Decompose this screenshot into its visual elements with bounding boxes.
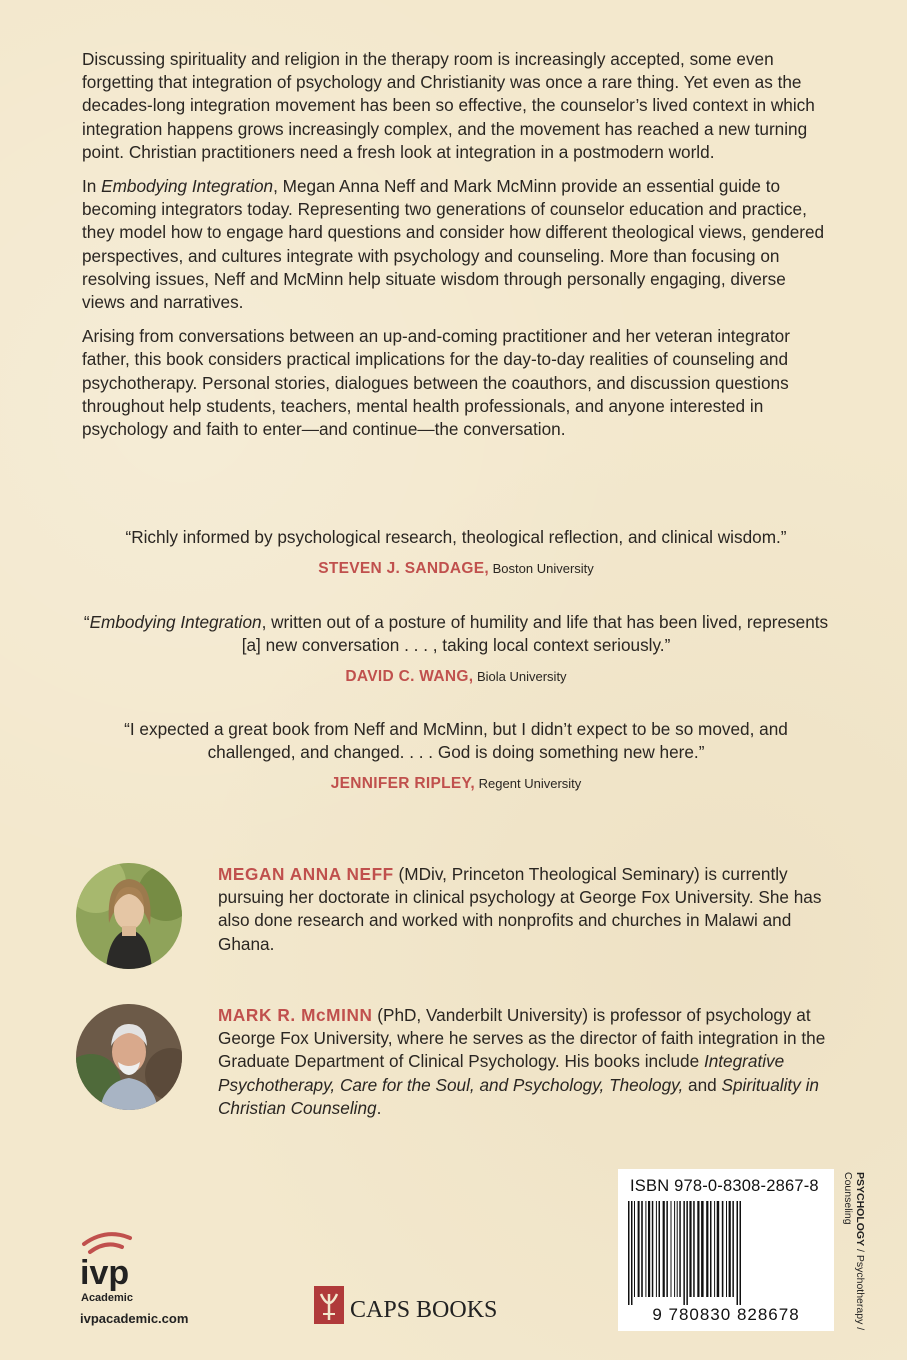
barcode-bar xyxy=(689,1201,691,1297)
barcode-bar xyxy=(729,1201,731,1297)
endorsement-quote: “Richly informed by psychological research, theological reflection, and clinical wisdom.” xyxy=(125,527,787,547)
barcode-bar xyxy=(641,1201,643,1297)
isbn-digits xyxy=(618,1305,834,1325)
caps-books-logo xyxy=(314,1284,514,1333)
book-description xyxy=(82,48,830,452)
barcode-bar xyxy=(659,1201,661,1297)
endorser-name: DAVID C. WANG, xyxy=(345,668,474,686)
barcode-bar xyxy=(663,1201,665,1297)
barcode-bar xyxy=(722,1201,724,1297)
barcode-bar xyxy=(717,1201,720,1297)
barcode-bar xyxy=(714,1201,715,1297)
barcode-bar xyxy=(638,1201,640,1297)
endorser-affiliation: Boston University xyxy=(492,561,594,577)
endorser-name: JENNIFER RIPLEY, xyxy=(330,775,476,793)
endorsement-3 xyxy=(82,718,830,796)
bio-end: . xyxy=(376,1097,382,1118)
isbn-label: ISBN 978-0-8308-2867-8 xyxy=(630,1177,819,1195)
quote-book-title: Embodying Integration xyxy=(89,612,262,632)
ivp-logo-text: ivp xyxy=(80,1254,130,1292)
author-bio-megan xyxy=(218,863,838,956)
author-bio-text: (MDiv, Princeton Theological Seminary) is currently pursuing her doctorate in clinical psychology at George Fox University. She has also done research and worked with nonprofits and churches in Malawi and Ghana. xyxy=(218,864,822,954)
category-rest: / Psychotherapy / Counseling xyxy=(842,1172,866,1331)
p2-start: In xyxy=(82,176,102,197)
book-list-2: Spirituality in Christian Counseling xyxy=(218,1074,819,1118)
barcode-bar xyxy=(679,1201,681,1297)
publisher-url: ivpacademic.com xyxy=(80,1311,189,1326)
endorser-name: STEVEN J. SANDAGE, xyxy=(318,560,489,578)
category-main: PSYCHOLOGY xyxy=(854,1172,866,1247)
barcode-bar xyxy=(648,1201,650,1297)
barcode-bar xyxy=(634,1201,635,1297)
barcode-bar xyxy=(726,1201,727,1297)
quote-mark: “ xyxy=(83,612,90,632)
book-list-and: and xyxy=(683,1074,722,1095)
barcode-bar xyxy=(631,1201,633,1305)
description-paragraph-2 xyxy=(82,175,830,314)
barcode-bar xyxy=(628,1201,630,1305)
quote-text: , written out of a posture of humility and life that has been lived, represents [a] new conversation . . . , taking local context seriously.” xyxy=(241,612,829,656)
endorsement-2 xyxy=(82,611,830,689)
barcode-bar xyxy=(671,1201,672,1297)
caps-books-text: CAPS BOOKS xyxy=(350,1297,498,1323)
author-name: MARK R. McMINN xyxy=(218,1005,373,1025)
endorsement-attribution xyxy=(82,665,830,688)
author-bio-text: (PhD, Vanderbilt University) is professor of psychology at George Fox University, where he serves as the director of faith integration in the Graduate Department of Clinical Psychology. His books include xyxy=(218,1005,826,1072)
barcode-bar xyxy=(740,1201,742,1305)
barcode-bar xyxy=(710,1201,712,1297)
isbn-digits-text: 9 780830 828678 xyxy=(652,1305,800,1324)
endorsement-attribution xyxy=(82,557,830,580)
book-title-inline: Embodying Integration xyxy=(101,176,274,197)
barcode xyxy=(626,1201,826,1305)
author-bio-mark xyxy=(218,1004,838,1120)
barcode-bar xyxy=(677,1201,678,1297)
endorsement-1 xyxy=(82,526,830,580)
barcode-bar xyxy=(656,1201,657,1297)
description-paragraph-3: Arising from conversations between an up-and-coming practitioner and her veteran integrator father, this book considers practical implications for the day-to-day realities of counseling and psychotherapy. Personal stories, dialogues between the coauthors, and discussion questions throughout help students, teachers, mental health professionals, and anyone interested in psychology and faith to enter—and continue—the conversation. xyxy=(82,326,790,440)
barcode-bar xyxy=(645,1201,646,1297)
author-name: MEGAN ANNA NEFF xyxy=(218,864,394,884)
description-paragraph-1: Discussing spirituality and religion in the therapy room is increasingly accepted, some even forgetting that integration of psychology and Christianity was once a rare thing. Yet even as the decades-long integration movement has been so effective, the counselor’s lived context in which integration happens grows increasingly complex, and the movement has reached a new turning point. Christian practitioners need a fresh look at integration in a postmodern world. xyxy=(82,49,815,162)
barcode-bar xyxy=(683,1201,685,1305)
endorsement-quote xyxy=(82,611,830,657)
endorser-affiliation: Regent University xyxy=(478,776,582,792)
endorser-affiliation: Biola University xyxy=(476,669,567,685)
barcode-bar xyxy=(686,1201,688,1305)
ivp-logo xyxy=(80,1226,150,1309)
endorsement-attribution xyxy=(82,772,830,795)
barcode-bar xyxy=(701,1201,704,1297)
subject-category xyxy=(842,1172,866,1360)
barcode-bar xyxy=(652,1201,654,1297)
author-photo-megan xyxy=(76,863,182,969)
endorsement-quote: “I expected a great book from Neff and McMinn, but I didn’t expect to be so moved, and challenged, and changed. . . . God is doing something new here.” xyxy=(124,719,788,763)
barcode-bar xyxy=(732,1201,734,1297)
barcode-bar xyxy=(693,1201,695,1297)
isbn-barcode-box xyxy=(618,1169,834,1331)
barcode-bar xyxy=(737,1201,739,1305)
barcode-bar xyxy=(674,1201,675,1297)
barcode-bar xyxy=(706,1201,708,1297)
author-photo-mark xyxy=(76,1004,182,1110)
ivp-academic-text: Academic xyxy=(81,1292,133,1304)
barcode-bar xyxy=(666,1201,668,1297)
p2-rest: , Megan Anna Neff and Mark McMinn provide an essential guide to becoming integrators today. Representing two generations of counselor education and practice, they model how to engage hard questions and consider how different theological views, gendered perspectives, and cultures integrate with psychology and counseling. More than focusing on resolving issues, Neff and McMinn help situate wisdom through personally engaging, diverse views and narratives. xyxy=(82,176,825,313)
barcode-bar xyxy=(697,1201,699,1297)
book-list-1: Integrative Psychotherapy, Care for the Soul, and Psychology, Theology, xyxy=(218,1051,785,1095)
